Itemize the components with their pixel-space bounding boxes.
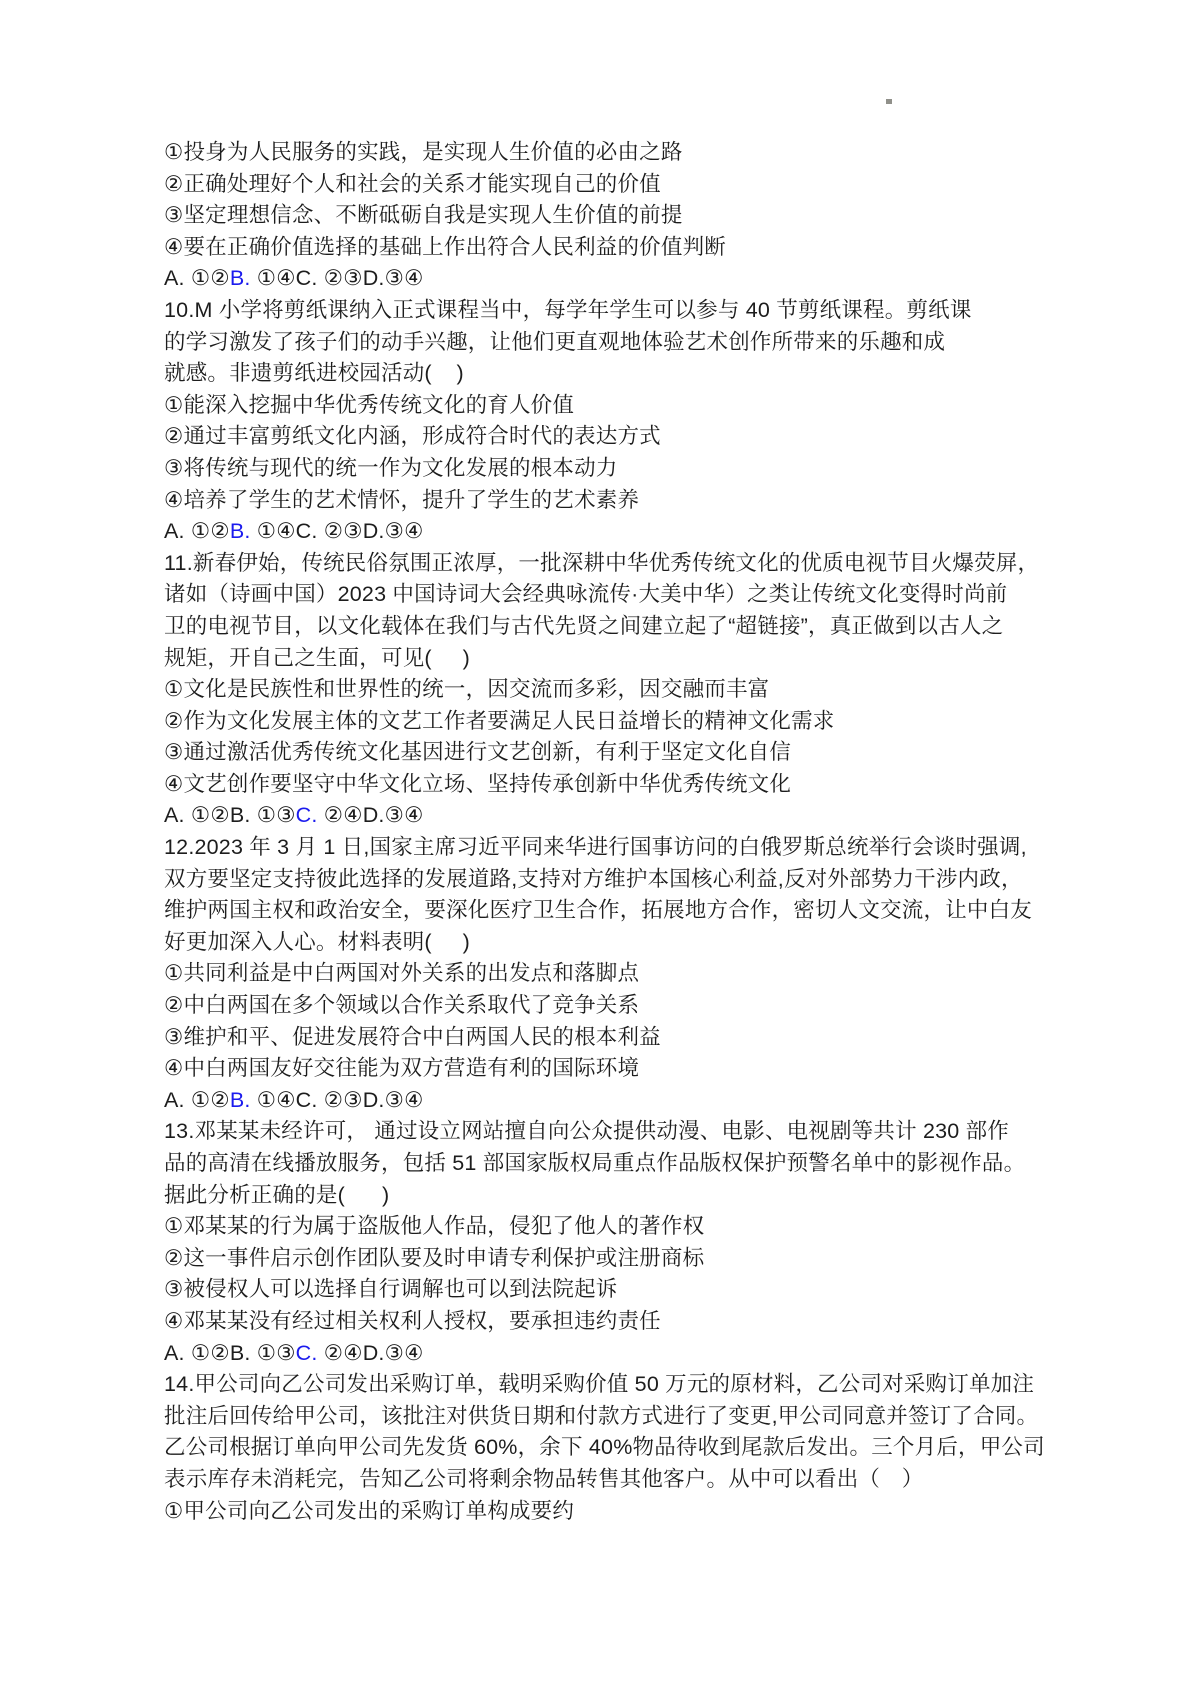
correct-answer-letter: B. <box>229 1087 251 1112</box>
option-line: ①甲公司向乙公司发出的采购订单构成要约 <box>164 1498 575 1523</box>
option-line: ③坚定理想信念、不断砥砺自我是实现人生价值的前提 <box>164 203 683 228</box>
question-stem: 规矩，开自己之生面，可见( ) <box>164 645 470 670</box>
correct-answer-letter: C. <box>295 1340 318 1365</box>
option-line: ④邓某某没有经过相关权利人授权，要承担违约责任 <box>164 1308 661 1333</box>
option-line: ②作为文化发展主体的文艺工作者要满足人民日益增长的精神文化需求 <box>164 708 835 733</box>
question-stem: 11.新春伊始，传统民俗氛围正浓厚，一批深耕中华优秀传统文化的优质电视节目火爆荧屏， <box>164 550 1040 575</box>
option-line: ②中白两国在多个领域以合作关系取代了竞争关系 <box>164 993 640 1018</box>
option-line: ④中白两国友好交往能为双方营造有利的国际环境 <box>164 1056 640 1081</box>
option-line: ③被侵权人可以选择自行调解也可以到法院起诉 <box>164 1277 618 1302</box>
correct-answer-letter: C. <box>295 803 318 828</box>
question-stem: 好更加深入人心。材料表明( ) <box>164 929 470 954</box>
question-stem: 维护两国主权和政治安全，要深化医疗卫生合作，拓展地方合作，密切人文交流，让中白友 <box>164 898 1033 923</box>
answer-row <box>164 516 1050 548</box>
question-stem: 批注后回传给甲公司，该批注对供货日期和付款方式进行了变更,甲公司同意并签订了合同。 <box>164 1403 1039 1428</box>
scan-artifact-dot <box>886 99 892 104</box>
question-stem: 12.2023 年 3 月 1 日,国家主席习近平同来华进行国事访问的白俄罗斯总统举行会谈时强调, <box>164 835 1027 860</box>
answer-row-text: A. ①②B. ①③ <box>164 803 296 828</box>
answer-row <box>164 263 1050 295</box>
option-line: ②这一事件启示创作团队要及时申请专利保护或注册商标 <box>164 1245 705 1270</box>
option-line: ①投身为人民服务的实践，是实现人生价值的必由之路 <box>164 140 683 164</box>
option-line: ④文艺创作要坚守中华文化立场、坚持传承创新中华优秀传统文化 <box>164 771 792 796</box>
question-stem: 13.邓某某未经许可， 通过设立网站擅自向公众提供动漫、电影、电视剧等共计 230 部作 <box>164 1119 1009 1144</box>
option-line: ①共同利益是中白两国对外关系的出发点和落脚点 <box>164 961 640 986</box>
answer-row-text: ②④D.③④ <box>317 1340 424 1365</box>
option-line: ③将传统与现代的统一作为文化发展的根本动力 <box>164 455 618 480</box>
option-line: ①邓某某的行为属于盗版他人作品，侵犯了他人的著作权 <box>164 1214 705 1239</box>
option-line: ①文化是民族性和世界性的统一，因交流而多彩，因交融而丰富 <box>164 677 770 702</box>
option-line: ③维护和平、促进发展符合中白两国人民的根本利益 <box>164 1024 661 1049</box>
question-stem: 就感。非遗剪纸进校园活动( ) <box>164 361 464 386</box>
answer-row-text: A. ①② <box>164 1087 230 1112</box>
question-stem: 14.甲公司向乙公司发出采购订单，载明采购价值 50 万元的原材料，乙公司对采购订单加注 <box>164 1372 1035 1397</box>
question-stem: 据此分析正确的是( ) <box>164 1182 390 1207</box>
question-stem: 诸如（诗画中国）2023 中国诗词大会经典咏流传·大美中华）之类让传统文化变得时尚前 <box>164 582 1008 607</box>
question-stem: 表示库存未消耗完，告知乙公司将剩余物品转售其他客户。从中可以看出（ ） <box>164 1466 924 1491</box>
answer-row <box>164 800 1050 832</box>
answer-row <box>164 1338 1050 1370</box>
correct-answer-letter: B. <box>229 519 251 544</box>
answer-row-text: ①④C. ②③D.③④ <box>250 519 424 544</box>
option-line: ④培养了学生的艺术情怀，提升了学生的艺术素养 <box>164 487 640 512</box>
question-stem: 乙公司根据订单向甲公司先发货 60%，余下 40%物品待收到尾款后发出。三个月后，甲公司 <box>164 1435 1045 1460</box>
answer-row-text: ②④D.③④ <box>317 803 424 828</box>
exam-text-content <box>164 137 1050 1527</box>
question-stem: 双方要坚定支持彼此选择的发展道路,支持对方维护本国核心利益,反对外部势力干涉内政， <box>164 866 1023 891</box>
question-stem: 卫的电视节目，以文化载体在我们与古代先贤之间建立起了“超链接”，真正做到以古人之 <box>164 613 1004 638</box>
answer-row-text: A. ①②B. ①③ <box>164 1340 296 1365</box>
answer-row-text: ①④C. ②③D.③④ <box>250 1087 424 1112</box>
answer-row <box>164 1085 1050 1117</box>
option-line: ②正确处理好个人和社会的关系才能实现自己的价值 <box>164 171 661 196</box>
option-line: ①能深入挖掘中华优秀传统文化的育人价值 <box>164 392 575 417</box>
correct-answer-letter: B. <box>229 266 251 291</box>
question-stem: 品的高清在线播放服务，包括 51 部国家版权局重点作品版权保护预警名单中的影视作品。 <box>164 1151 1026 1175</box>
question-stem: 的学习激发了孩子们的动手兴趣，让他们更直观地体验艺术创作所带来的乐趣和成 <box>164 329 946 354</box>
answer-row-text: A. ①② <box>164 266 230 291</box>
option-line: ③通过激活优秀传统文化基因进行文艺创新，有利于坚定文化自信 <box>164 740 792 765</box>
question-stem: 10.M 小学将剪纸课纳入正式课程当中，每学年学生可以参与 40 节剪纸课程。剪纸课 <box>164 297 972 322</box>
option-line: ④要在正确价值选择的基础上作出符合人民利益的价值判断 <box>164 234 726 259</box>
answer-row-text: ①④C. ②③D.③④ <box>250 266 424 291</box>
option-line: ②通过丰富剪纸文化内涵，形成符合时代的表达方式 <box>164 424 661 449</box>
answer-row-text: A. ①② <box>164 519 230 544</box>
